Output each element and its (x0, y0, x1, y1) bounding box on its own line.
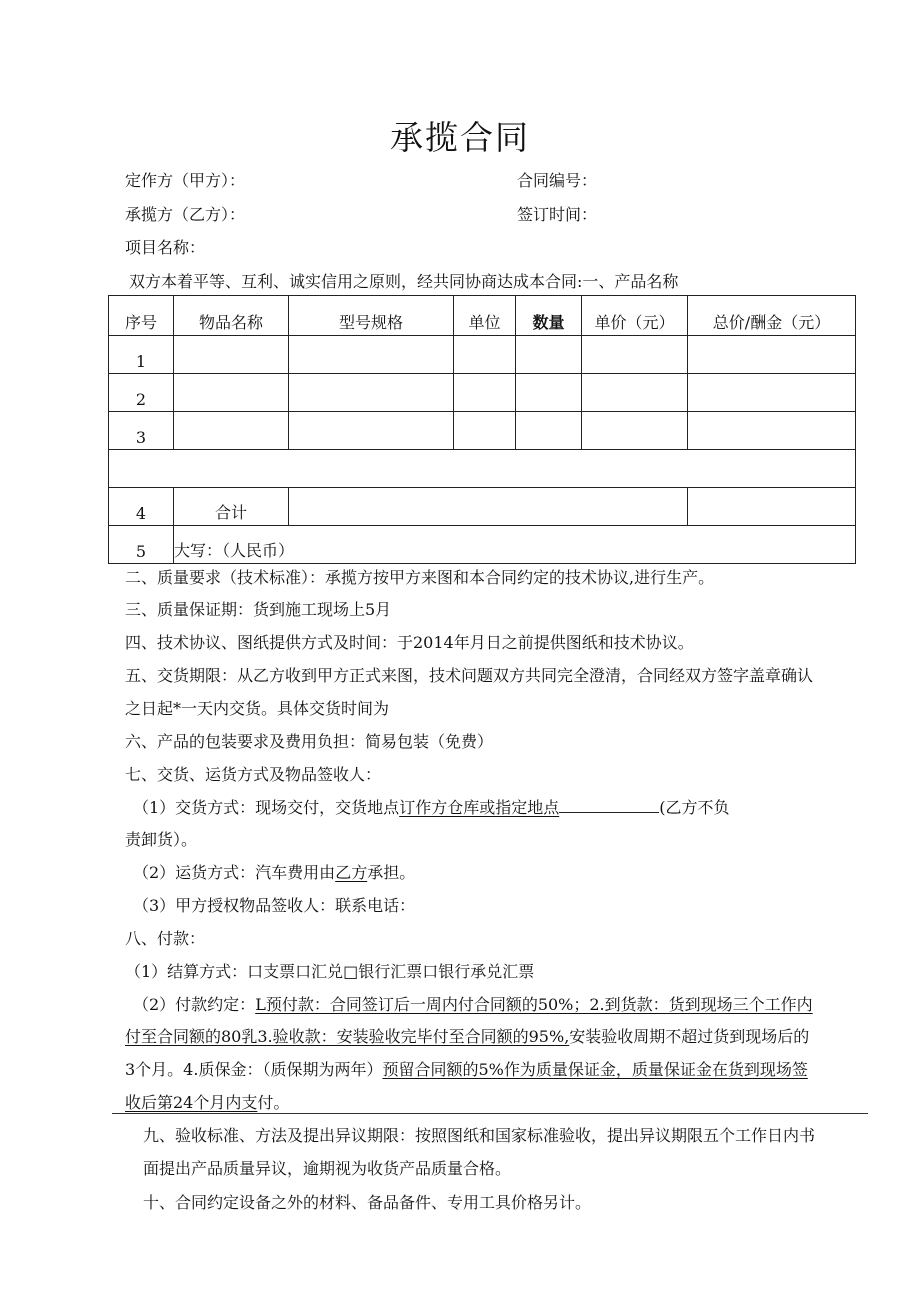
clause-9-line2: 面提出产品质量异议，逾期视为收货产品质量合格。 (143, 1159, 512, 1178)
clause-7-1-cont: 责卸货）。 (125, 830, 198, 849)
table-row (109, 336, 856, 374)
cell-total[interactable] (688, 412, 856, 450)
clause-8-2-line3 (125, 1060, 808, 1080)
clause-3: 三、质量保证期：货到施工现场上5月 (125, 600, 392, 619)
clause-2: 二、质量要求（技术标准）：承揽方按甲方来图和本合同约定的技术协议,进行生产。 (125, 568, 715, 587)
clause-6: 六、产品的包装要求及费用负担：简易包装（免费） (125, 732, 494, 751)
cell-spec[interactable] (289, 412, 454, 450)
cell-name[interactable] (174, 412, 289, 450)
clause-7-1-suffix: (乙方不负 (659, 798, 730, 817)
clause-10: 十、合同约定设备之外的材料、备品备件、专用工具价格另计。 (143, 1193, 592, 1212)
total-label: 合计 (174, 488, 289, 526)
payment-terms-3b: 预留合同额的5%作为质量保证金，质量保证金在货到现场签 (382, 1060, 808, 1079)
payment-terms-1: L预付款：合同签订后一周内付合同额的50%；2.到货款：货到现场三个工作内 (255, 995, 813, 1014)
section-divider (112, 1113, 868, 1114)
clause-7-3: （3）甲方授权物品签收人：联系电话： (133, 896, 416, 915)
party-b-label: 承揽方（乙方）： (125, 205, 246, 224)
clause-8-2-line2 (125, 1027, 809, 1047)
row-no: 5 (109, 526, 174, 564)
row-no: 3 (109, 412, 174, 450)
table-header-row (109, 296, 856, 336)
cell-name[interactable] (174, 374, 289, 412)
cell-unit-price[interactable] (582, 374, 688, 412)
clause-7-2-suffix: 承担。 (367, 863, 416, 882)
table-row (109, 412, 856, 450)
payment-terms-4a: 收后第24个月内支 (125, 1093, 258, 1112)
cell-qty[interactable] (516, 412, 582, 450)
project-name-label: 项目名称： (125, 238, 206, 257)
cell-total-middle[interactable] (289, 488, 688, 526)
col-header-name: 物品名称 (174, 296, 289, 336)
clause-4: 四、技术协议、图纸提供方式及时间：于2014年月日之前提供图纸和技术协议。 (125, 633, 694, 652)
col-header-no: 序号 (109, 296, 174, 336)
cell-blank[interactable] (109, 450, 856, 488)
clause-8-2-prefix: （2）付款约定： (133, 995, 256, 1014)
clause-7-2-prefix: （2）运货方式：汽车费用由 (133, 863, 336, 882)
table-row (109, 374, 856, 412)
cell-unit[interactable] (454, 412, 516, 450)
row-no: 2 (109, 374, 174, 412)
cell-unit-price[interactable] (582, 336, 688, 374)
cell-unit-price[interactable] (582, 412, 688, 450)
cell-total[interactable] (688, 336, 856, 374)
payment-terms-3a: 3个月。4.质保金：（质保期为两年） (125, 1060, 383, 1079)
cell-qty[interactable] (516, 336, 582, 374)
clause-8-2-line4 (125, 1093, 289, 1113)
table-row-amount-words (109, 526, 856, 564)
clause-8: 八、付款： (125, 929, 206, 948)
clause-7-1 (133, 798, 729, 818)
payment-terms-2b: 安装验收周期不超过货到现场后的 (569, 1027, 810, 1046)
sign-time-label: 签订时间： (517, 205, 598, 224)
product-table (108, 295, 856, 564)
freight-party: 乙方 (335, 863, 368, 882)
cell-spec[interactable] (289, 336, 454, 374)
cell-unit[interactable] (454, 336, 516, 374)
col-header-qty: 数量 (516, 296, 582, 336)
clause-8-2-line1 (133, 995, 813, 1015)
row-no: 4 (109, 488, 174, 526)
delivery-place-blank[interactable] (559, 798, 659, 813)
cell-name[interactable] (174, 336, 289, 374)
col-header-spec: 型号规格 (289, 296, 454, 336)
table-row-blank (109, 450, 856, 488)
table-row-total (109, 488, 856, 526)
document-title: 承揽合同 (390, 118, 530, 157)
clause-7-2 (133, 863, 415, 883)
col-header-total: 总价/酬金（元） (688, 296, 856, 336)
payment-terms-2a: 付至合同额的80乳3.验收款：安装验收完毕付至合同额的95%, (125, 1027, 570, 1046)
cell-unit[interactable] (454, 374, 516, 412)
col-header-unit-price: 单价（元） (582, 296, 688, 336)
clause-7: 七、交货、运货方式及物品签收人： (125, 765, 382, 784)
amount-in-words-label: 大写：（人民币） (174, 526, 856, 564)
party-a-label: 定作方（甲方）： (125, 171, 246, 190)
payment-terms-4b: 付。 (257, 1093, 290, 1112)
clause-7-1-prefix: （1）交货方式：现场交付，交货地点 (133, 798, 400, 817)
contract-no-label: 合同编号： (517, 171, 598, 190)
delivery-place: 订作方仓库或指定地点 (399, 798, 560, 817)
clause-5-line1: 五、交货期限：从乙方收到甲方正式来图，技术问题双方共同完全澄清，合同经双方签字盖章确认 (125, 666, 814, 685)
cell-spec[interactable] (289, 374, 454, 412)
cell-qty[interactable] (516, 374, 582, 412)
cell-total[interactable] (688, 374, 856, 412)
cell-total-amount[interactable] (688, 488, 856, 526)
clause-8-1: （1）结算方式：口支票口汇兑□银行汇票口银行承兑汇票 (125, 962, 535, 981)
clause-9-line1: 九、验收标准、方法及提出异议期限：按照图纸和国家标准验收，提出异议期限五个工作日内书 (143, 1126, 816, 1145)
clause-5-line2: 之日起*一天内交货。具体交货时间为 (125, 699, 390, 718)
col-header-unit: 单位 (454, 296, 516, 336)
row-no: 1 (109, 336, 174, 374)
intro-text: 双方本着平等、互利、诚实信用之原则，经共同协商达成本合同:一、产品名称 (129, 272, 679, 291)
